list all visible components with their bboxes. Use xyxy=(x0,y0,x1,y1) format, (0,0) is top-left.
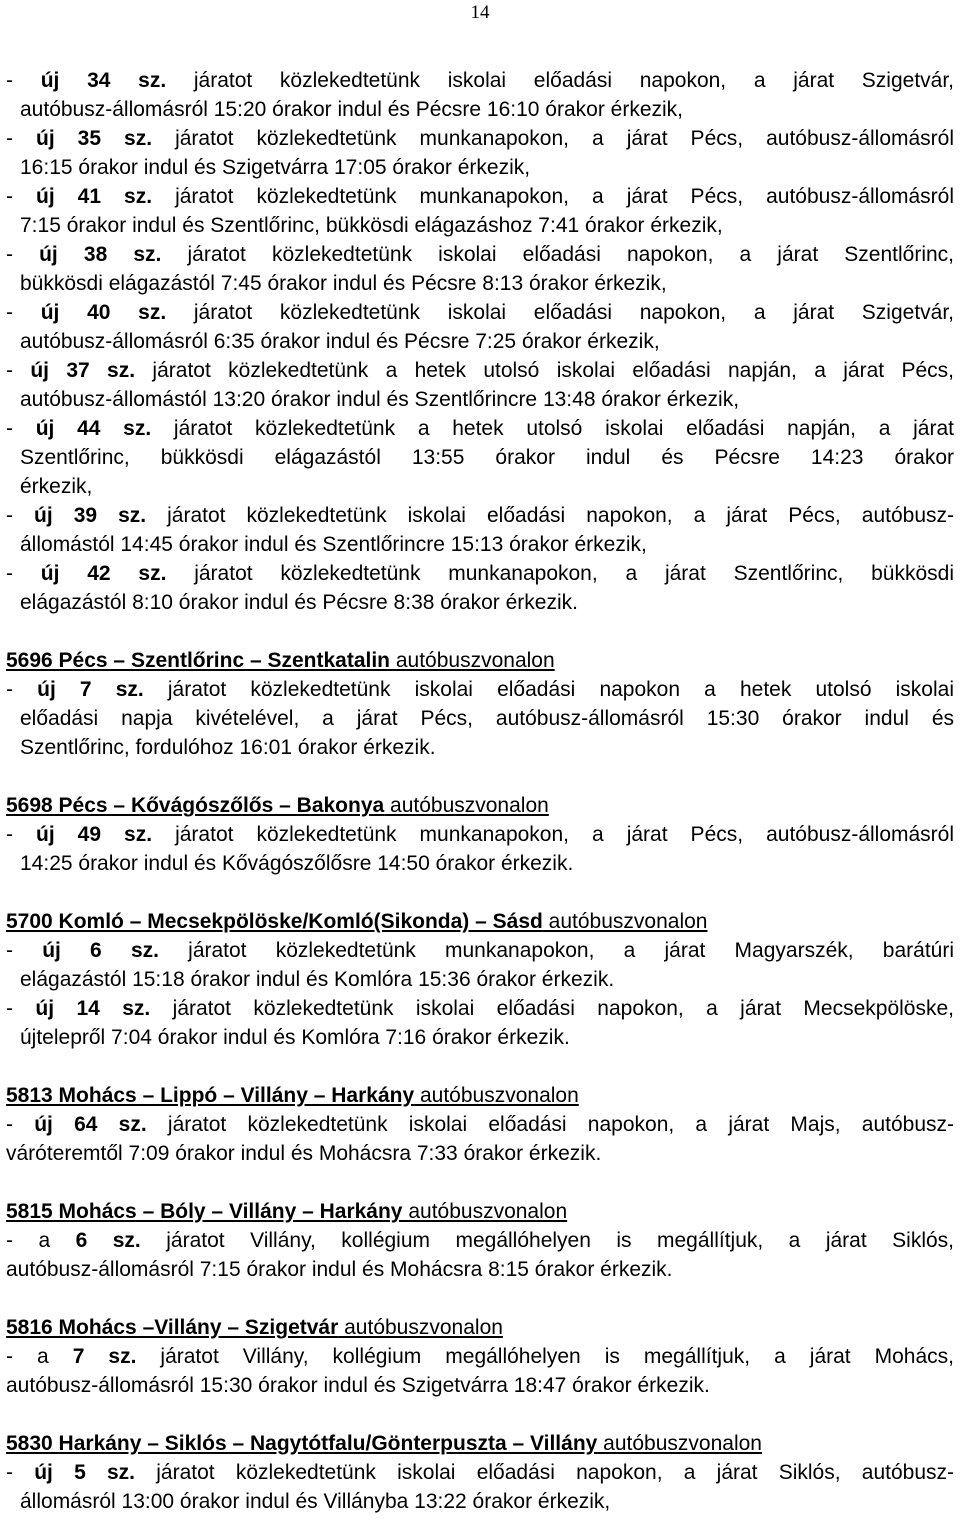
entry-first-line xyxy=(6,559,954,588)
schedule-entry xyxy=(6,1458,954,1516)
entry-text: járatot közlekedtetünk iskolai előadási napokon, a járat Siklós, autóbusz- xyxy=(135,1461,955,1484)
route-number: új 39 sz. xyxy=(34,504,147,527)
route-heading-name: 5698 Pécs – Kővágószőlős – Bakonya xyxy=(6,794,385,817)
route-heading xyxy=(6,907,954,936)
route-number: új 42 sz. xyxy=(40,562,167,585)
entry-text: járatot Villány, kollégium megállóhelyen is megállítjuk, a járat Siklós, xyxy=(140,1229,954,1252)
entry-continuation: 14:25 órakor indul és Kővágószőlősre 14:50 órakor érkezik. xyxy=(20,852,574,875)
schedule-entry xyxy=(6,182,954,240)
route-number: új 14 sz. xyxy=(35,997,151,1020)
entry-continuation: autóbusz-állomásról 6:35 órakor indul és Pécsre 7:25 órakor érkezik, xyxy=(20,330,660,353)
entry-dash: - xyxy=(6,359,31,382)
entry-dash: - a xyxy=(6,1229,76,1252)
schedule-entry xyxy=(6,501,954,559)
route-heading-name: 5700 Komló – Mecsekpölöske/Komló(Sikonda) – Sásd xyxy=(6,910,543,933)
entry-text: járatot közlekedtetünk munkanapokon, a járat Szentlőrinc, bükkösdi xyxy=(166,562,955,585)
route-number: új 37 sz. xyxy=(30,359,136,382)
entry-continuation: váróteremtől 7:09 órakor indul és Mohácsra 7:33 órakor érkezik. xyxy=(6,1142,602,1165)
entry-continuation: Szentlőrinc, bükkösdi elágazástól 13:55 órakor indul és Pécsre 14:23 órakor xyxy=(20,446,954,469)
entry-dash: - xyxy=(6,504,35,527)
route-heading xyxy=(6,1313,954,1342)
entry-text: járatot Villány, kollégium megállóhelyen is megállítjuk, a járat Mohács, xyxy=(136,1345,954,1368)
route-number: új 44 sz. xyxy=(35,417,152,440)
route-number: 6 sz. xyxy=(75,1229,141,1252)
entry-text: járatot közlekedtetünk iskolai előadási napokon, a járat Mecsekpölöske, xyxy=(150,997,955,1020)
entry-text: járatot közlekedtetünk iskolai előadási napokon, a járat Szigetvár, xyxy=(166,301,954,324)
entry-first-line xyxy=(6,936,954,965)
entry-first-line xyxy=(6,124,954,153)
entry-dash: - xyxy=(6,127,37,150)
entry-continuation: Szentlőrinc, fordulóhoz 16:01 órakor érkezik. xyxy=(20,736,436,759)
entry-first-line xyxy=(6,675,954,704)
route-heading xyxy=(6,791,954,820)
entry-continuation: autóbusz-állomásról 15:20 órakor indul és Pécsre 16:10 órakor érkezik, xyxy=(20,98,684,121)
entry-dash: - xyxy=(6,562,41,585)
entry-dash: - xyxy=(6,301,41,324)
route-heading-suffix: autóbuszvonalon xyxy=(597,1432,762,1455)
entry-first-line xyxy=(6,414,954,443)
entry-first-line xyxy=(6,1226,954,1255)
route-number: új 5 sz. xyxy=(34,1461,136,1484)
entry-text: járatot közlekedtetünk a hetek utolsó iskolai előadási napján, a járat xyxy=(151,417,954,440)
entry-text: járatot közlekedtetünk iskolai előadási napokon, a járat Majs, autóbusz- xyxy=(146,1113,955,1136)
entry-continuation: újtelepről 7:04 órakor indul és Komlóra 7:16 órakor érkezik. xyxy=(20,1026,570,1049)
route-heading-name: 5830 Harkány – Siklós – Nagytótfalu/Gönterpuszta – Villány xyxy=(6,1432,598,1455)
route-heading-suffix: autóbuszvonalon xyxy=(414,1084,579,1107)
route-number: új 40 sz. xyxy=(40,301,167,324)
route-heading xyxy=(6,646,954,675)
entry-text: járatot közlekedtetünk iskolai előadási napokon, a járat Pécs, autóbusz- xyxy=(146,504,955,527)
entry-first-line xyxy=(6,501,954,530)
route-number: új 35 sz. xyxy=(36,127,153,150)
entry-dash: - xyxy=(6,997,36,1020)
entry-text: járatot közlekedtetünk munkanapokon, a járat Pécs, autóbusz-állomásról xyxy=(152,823,955,846)
schedule-entry xyxy=(6,936,954,994)
entry-first-line xyxy=(6,1458,954,1487)
entry-continuation: elágazástól 8:10 órakor indul és Pécsre 8:38 órakor érkezik. xyxy=(20,591,578,614)
route-number: 7 sz. xyxy=(72,1345,137,1368)
entry-continuation: érkezik, xyxy=(20,475,93,498)
route-heading-name: 5815 Mohács – Bóly – Villány – Harkány xyxy=(6,1200,403,1223)
entry-first-line xyxy=(6,356,954,385)
route-heading xyxy=(6,1429,954,1458)
entry-text: járatot közlekedtetünk a hetek utolsó iskolai előadási napján, a járat Pécs, xyxy=(135,359,954,382)
entry-first-line xyxy=(6,1342,954,1371)
schedule-entry xyxy=(6,994,954,1052)
entry-dash: - a xyxy=(6,1345,73,1368)
entry-first-line xyxy=(6,298,954,327)
schedule-entry xyxy=(6,240,954,298)
route-number: új 7 sz. xyxy=(37,678,144,701)
entry-continuation: autóbusz-állomásról 15:30 órakor indul és Szigetvárra 18:47 órakor érkezik. xyxy=(6,1374,710,1397)
schedule-entry xyxy=(6,1110,954,1168)
entry-text: járatot közlekedtetünk iskolai előadási napokon, a járat Szentlőrinc, xyxy=(161,243,954,266)
route-heading xyxy=(6,1081,954,1110)
entry-text: járatot közlekedtetünk munkanapokon, a járat Pécs, autóbusz-állomásról xyxy=(152,185,955,208)
entry-continuation: előadási napja kivételével, a járat Pécs, autóbusz-állomásról 15:30 órakor indul és xyxy=(20,707,954,730)
entry-continuation: autóbusz-állomástól 13:20 órakor indul és Szentlőrincre 13:48 órakor érkezik, xyxy=(20,388,740,411)
entry-dash: - xyxy=(6,417,36,440)
entry-continuation: 16:15 órakor indul és Szigetvárra 17:05 órakor érkezik, xyxy=(20,156,531,179)
entry-first-line xyxy=(6,820,954,849)
entry-continuation: bükkösdi elágazástól 7:45 órakor indul és Pécsre 8:13 órakor érkezik, xyxy=(20,272,667,295)
schedule-entry xyxy=(6,356,954,414)
schedule-entry xyxy=(6,298,954,356)
entry-continuation: elágazástól 15:18 órakor indul és Komlóra 15:36 órakor érkezik. xyxy=(20,968,615,991)
entry-dash: - xyxy=(6,69,41,92)
entry-dash: - xyxy=(6,185,37,208)
entry-continuation: autóbusz-állomásról 7:15 órakor indul és Mohácsra 8:15 órakor érkezik. xyxy=(6,1258,673,1281)
page-number: 14 xyxy=(470,2,490,23)
route-number: új 41 sz. xyxy=(36,185,153,208)
entry-dash: - xyxy=(6,823,37,846)
entry-dash: - xyxy=(6,1461,35,1484)
entry-first-line xyxy=(6,1110,954,1139)
entry-first-line xyxy=(6,66,954,95)
route-number: új 49 sz. xyxy=(36,823,153,846)
schedule-entry xyxy=(6,559,954,617)
route-heading-name: 5813 Mohács – Lippó – Villány – Harkány xyxy=(6,1084,415,1107)
entry-dash: - xyxy=(6,243,40,266)
schedule-entry xyxy=(6,1226,954,1284)
schedule-entry xyxy=(6,414,954,501)
entry-continuation: állomástól 14:45 órakor indul és Szentlőrincre 15:13 órakor érkezik, xyxy=(20,533,647,556)
route-heading-name: 5816 Mohács –Villány – Szigetvár xyxy=(6,1316,339,1339)
entry-text: járatot közlekedtetünk munkanapokon, a járat Magyarszék, barátúri xyxy=(158,939,954,962)
route-heading-suffix: autóbuszvonalon xyxy=(338,1316,503,1339)
route-number: új 34 sz. xyxy=(40,69,167,92)
entry-text: járatot közlekedtetünk iskolai előadási napokon, a járat Szigetvár, xyxy=(166,69,954,92)
entry-continuation: állomásról 13:00 órakor indul és Villányba 13:22 órakor érkezik, xyxy=(20,1490,611,1513)
schedule-entry xyxy=(6,820,954,878)
entry-dash: - xyxy=(6,678,38,701)
route-heading-suffix: autóbuszvonalon xyxy=(402,1200,568,1223)
entry-first-line xyxy=(6,240,954,269)
schedule-entry xyxy=(6,1342,954,1400)
entry-first-line xyxy=(6,182,954,211)
entry-continuation: 7:15 órakor indul és Szentlőrinc, bükkösdi elágazáshoz 7:41 órakor érkezik, xyxy=(20,214,723,237)
entry-first-line xyxy=(6,994,954,1023)
document-body xyxy=(6,66,954,1516)
route-heading xyxy=(6,1197,954,1226)
route-heading-suffix: autóbuszvonalon xyxy=(384,794,549,817)
route-heading-suffix: autóbuszvonalon xyxy=(542,910,708,933)
entry-dash: - xyxy=(6,939,43,962)
route-number: új 64 sz. xyxy=(34,1113,147,1136)
route-number: új 6 sz. xyxy=(42,939,159,962)
route-heading-name: 5696 Pécs – Szentlőrinc – Szentkatalin xyxy=(6,649,391,672)
schedule-entry xyxy=(6,66,954,124)
schedule-entry xyxy=(6,675,954,762)
entry-text: járatot közlekedtetünk iskolai előadási napokon a hetek utolsó iskolai xyxy=(143,678,954,701)
schedule-entry xyxy=(6,124,954,182)
entry-text: járatot közlekedtetünk munkanapokon, a járat Pécs, autóbusz-állomásról xyxy=(152,127,955,150)
route-number: új 38 sz. xyxy=(39,243,162,266)
entry-dash: - xyxy=(6,1113,35,1136)
route-heading-suffix: autóbuszvonalon xyxy=(390,649,555,672)
